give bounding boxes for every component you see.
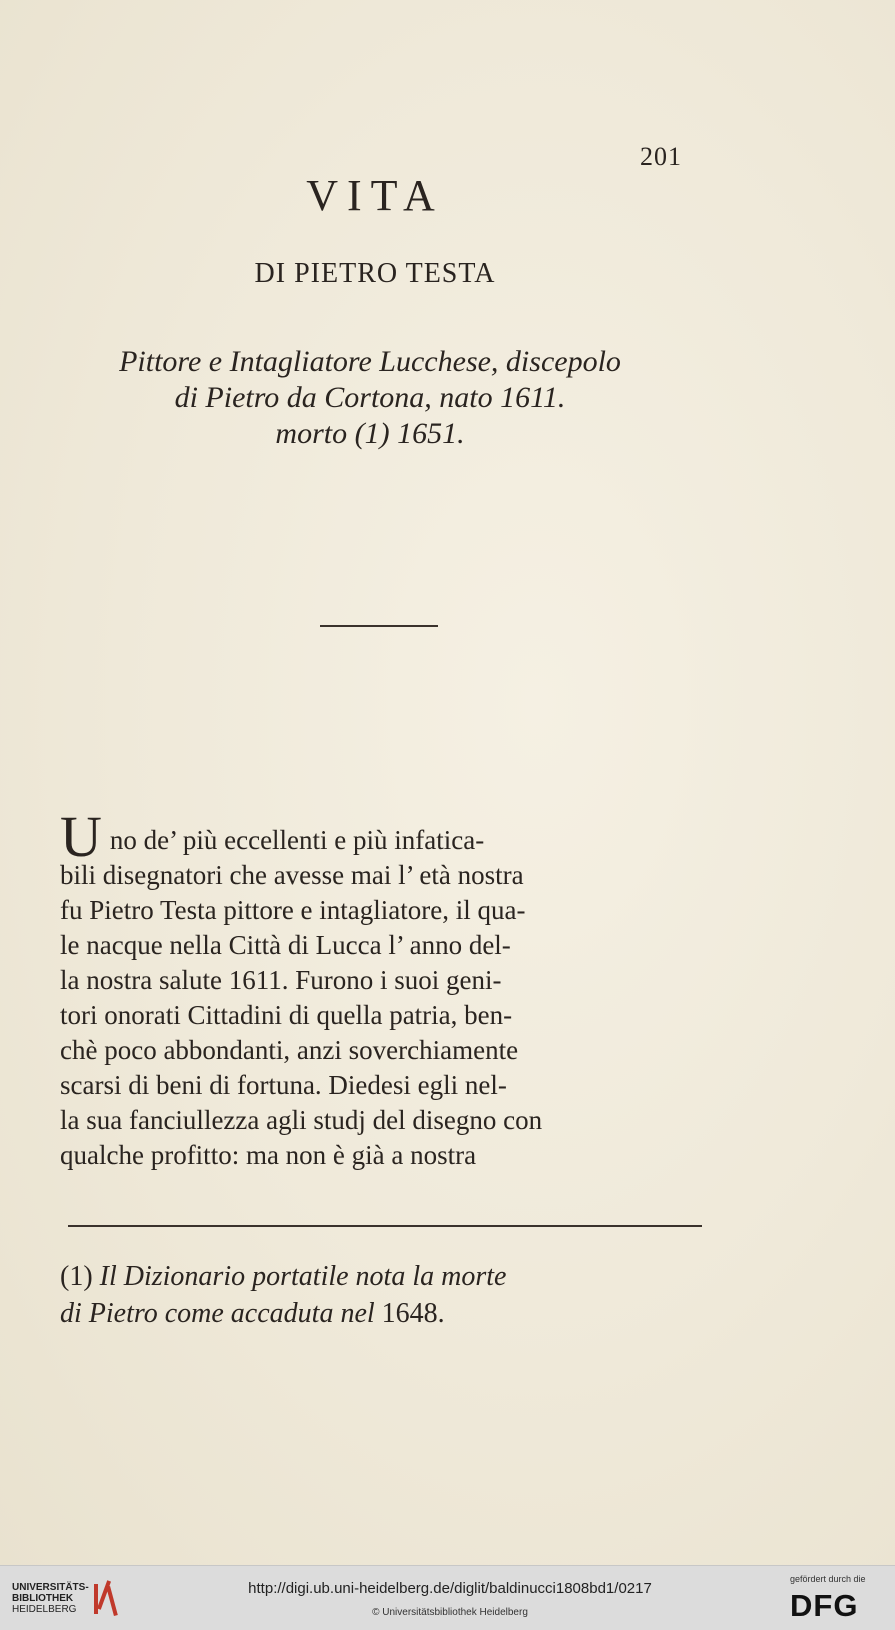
library-name-line: BIBLIOTHEK <box>12 1593 74 1604</box>
library-logo-icon <box>90 1578 124 1618</box>
body-line: chè poco abbondanti, anzi soverchiamente <box>60 1035 519 1065</box>
body-line: la sua fanciullezza agli studj del disegno con <box>60 1105 543 1135</box>
footnote-marker: (1) <box>60 1261 93 1292</box>
footnote-text: Il Dizionario portatile nota la morte <box>99 1261 507 1292</box>
description-line: di Pietro da Cortona, nato 1611. <box>174 381 566 414</box>
footnote-line <box>60 1295 705 1332</box>
footnote-year: 1648. <box>381 1298 445 1329</box>
body-line: qualche profitto: ma non è già a nostra <box>60 1140 477 1170</box>
body-line: le nacque nella Città di Lucca l’ anno del- <box>60 930 511 960</box>
description-line: Pittore e Intagliatore Lucchese, discepolo <box>119 345 621 378</box>
footnote-separator <box>68 1225 702 1227</box>
body-line: tori onorati Cittadini di quella patria, ben- <box>60 1000 513 1030</box>
copyright-text: © Universitätsbibliothek Heidelberg <box>372 1607 528 1618</box>
body-line: la nostra salute 1611. Furono i suoi geni- <box>60 965 502 995</box>
library-name-line: UNIVERSITÄTS- <box>12 1582 89 1593</box>
footnote-line <box>60 1258 705 1295</box>
library-name <box>12 1582 89 1615</box>
drop-cap: U <box>60 804 102 869</box>
body-line: scarsi di beni di fortuna. Diedesi egli nel- <box>60 1070 507 1100</box>
page-url-link[interactable]: http://digi.ub.uni-heidelberg.de/diglit/baldinucci1808bd1/0217 <box>248 1580 652 1597</box>
chapter-subtitle: DI PIETRO TESTA <box>254 258 496 289</box>
body-paragraph <box>60 804 705 1173</box>
dfg-logo: DFG <box>790 1588 859 1623</box>
body-line <box>60 804 705 869</box>
funding-caption: gefördert durch die <box>790 1574 866 1584</box>
body-line: bili disegnatori che avesse mai l’ età nostra <box>60 860 524 890</box>
footnote-text: di Pietro come accaduta nel <box>60 1298 375 1329</box>
description-line: morto (1) 1651. <box>275 417 465 450</box>
library-name-line: HEIDELBERG <box>12 1604 77 1615</box>
body-line: fu Pietro Testa pittore e intagliatore, il qua- <box>60 895 526 925</box>
chapter-title: VITA <box>306 171 444 220</box>
body-line-text: no de’ più eccellenti e più infatica- <box>109 825 485 855</box>
section-divider <box>320 625 438 627</box>
footnote <box>60 1258 705 1332</box>
page-number: 201 <box>640 142 682 171</box>
viewer-footer <box>0 1565 895 1630</box>
chapter-description <box>40 344 700 452</box>
